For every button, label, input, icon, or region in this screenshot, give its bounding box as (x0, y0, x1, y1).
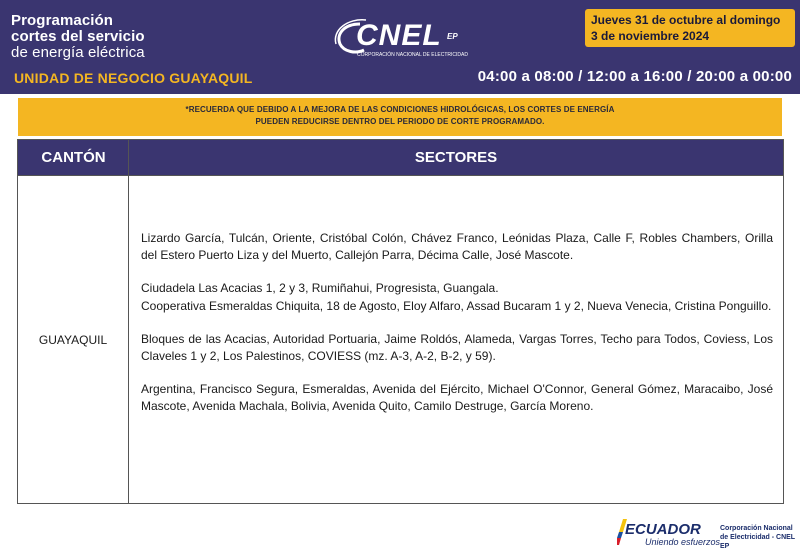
sector-paragraph: Ciudadela Las Acacias 1, 2 y 3, Rumiñahui, Progresista, Guangala. (141, 281, 499, 295)
header-divider (18, 175, 783, 176)
schedule-hours: 04:00 a 08:00 / 12:00 a 16:00 / 20:00 a 00:00 (477, 68, 792, 85)
header-sectores: SECTORES (414, 149, 498, 166)
canton-cell (18, 176, 128, 503)
title-line-1: Programación (11, 12, 114, 29)
title-line-3: de energía eléctrica (11, 44, 145, 61)
country-name: ECUADOR (625, 521, 701, 538)
logo-subtitle: CORPORACIÓN NACIONAL DE ELECTRICIDAD (357, 52, 468, 58)
title-line-2: cortes del servicio (11, 28, 145, 45)
notice-banner (18, 98, 782, 136)
date-line-1: Jueves 31 de octubre al domingo (591, 13, 781, 27)
page-title (11, 13, 145, 61)
table-header-row (18, 140, 783, 175)
business-unit-label: UNIDAD DE NEGOCIO GUAYAQUIL (14, 70, 253, 86)
corp-line-1: Corporación Nacional (720, 525, 793, 532)
cnel-logo-icon (330, 16, 470, 62)
date-line-2: 3 de noviembre 2024 (591, 29, 710, 43)
sector-paragraph: Lizardo García, Tulcán, Oriente, Cristóbal Colón, Chávez Franco, Leónidas Plaza, Calle F, Robles Chambers, Orilla del Estero Puerto Liza y del Muerto, Callejón Parra, Décima Calle, José Mascote. (141, 231, 773, 262)
ecuador-footer-logo (605, 517, 795, 551)
corporation-name (720, 524, 795, 551)
date-range-box (585, 9, 795, 47)
notice-line-1: *RECUERDA QUE DEBIDO A LA MEJORA DE LAS CONDICIONES HIDROLÓGICAS, LOS CORTES DE ENERGÍA (185, 105, 615, 114)
sector-paragraph: Cooperativa Esmeraldas Chiquita, 18 de Agosto, Eloy Alfaro, Assad Bucaram 1 y 2, Nueva Venecia, Cristina Ponguillo. (141, 299, 772, 313)
sectores-cell (141, 230, 773, 431)
column-divider (128, 140, 129, 503)
country-tagline: Uniendo esfuerzos (645, 537, 721, 547)
sector-paragraph: Argentina, Francisco Segura, Esmeraldas, Avenida del Ejército, Michael O'Connor, General Gómez, Maracaibo, José Mascote, Avenida Machala, Bolivia, Avenida Quito, Camilo Destruge, García Moreno. (141, 382, 773, 413)
notice-line-2: PUEDEN REDUCIRSE DENTRO DEL PERIODO DE CORTE PROGRAMADO. (255, 117, 545, 126)
outage-table (17, 139, 784, 504)
canton-name: GUAYAQUIL (38, 332, 108, 347)
logo-suffix: EP (447, 32, 458, 41)
logo-brand: CNEL (356, 19, 442, 52)
header-canton: CANTÓN (41, 149, 106, 166)
header-banner (0, 0, 800, 94)
sector-paragraph: Bloques de las Acacias, Autoridad Portuaria, Jaime Roldós, Alameda, Vargas Torres, Techo para Todos, Coviess, Los Claveles 1 y 2, Los Palestinos, COVIESS (mz. A-3, A-2, B-2, y 59). (141, 332, 773, 363)
corp-line-2: de Electricidad - CNEL EP (720, 534, 795, 550)
